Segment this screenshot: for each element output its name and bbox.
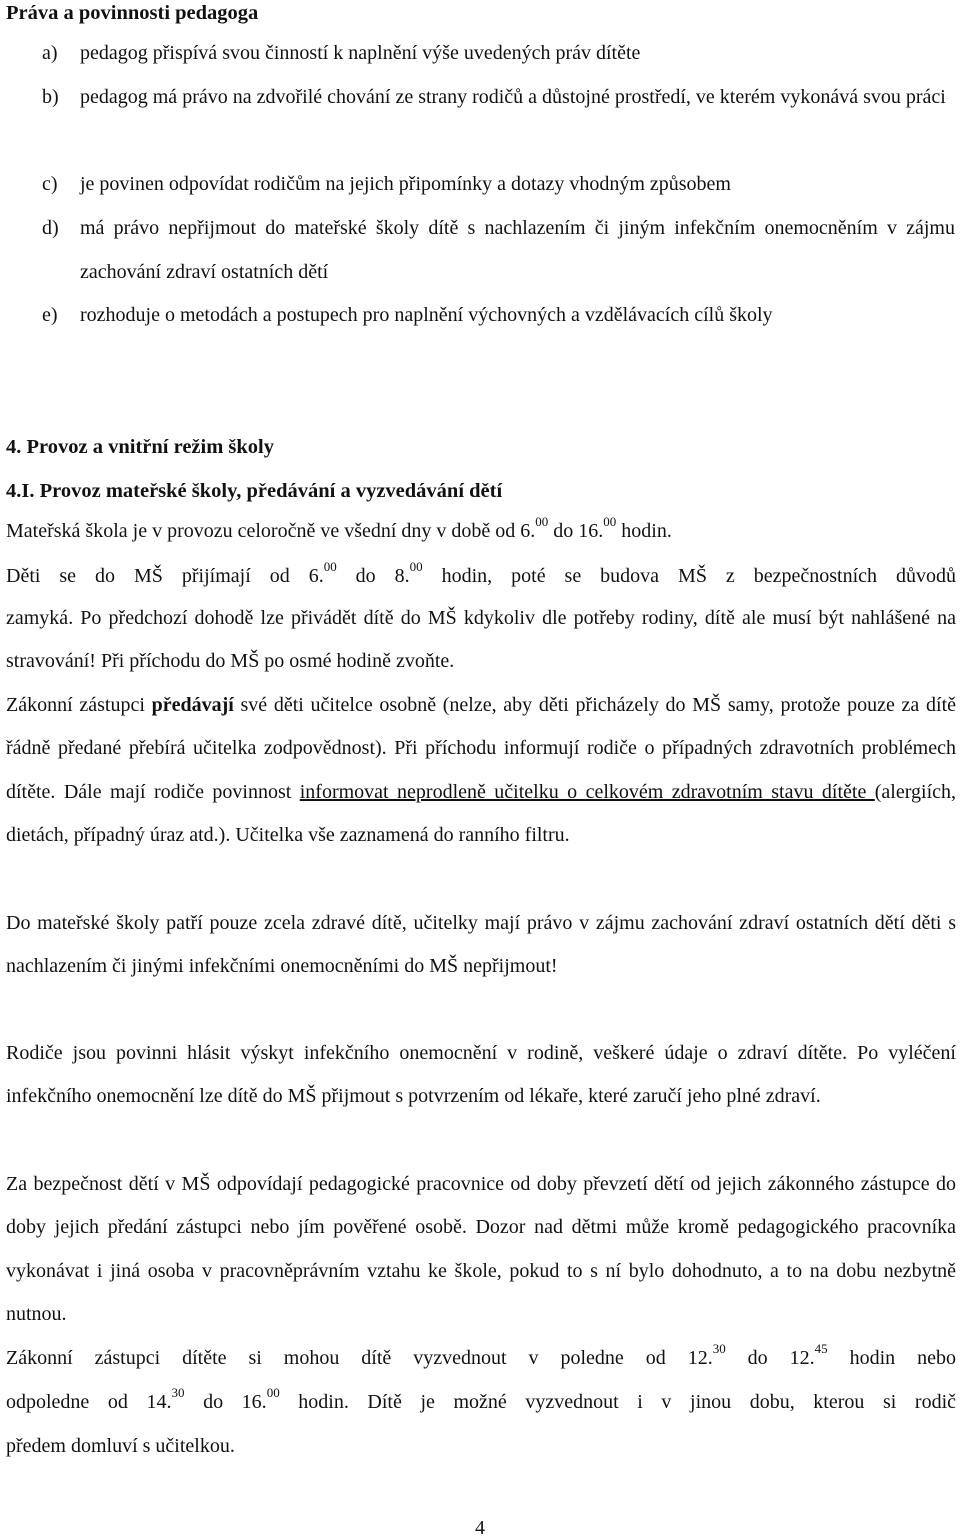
pickup-line-3: předem domluví s učitelkou.: [6, 1435, 235, 1457]
page-number: 4: [475, 1517, 485, 1539]
list-marker: b): [42, 86, 59, 108]
subsection-heading: 4.I. Provoz mateřské školy, předávání a vyzvedávání dětí: [6, 480, 503, 502]
pickup-line-2: odpoledne od 14.30 do 16.00 hodin. Dítě je možné vyzvednout i v jinou dobu, kterou si rodič: [6, 1385, 957, 1413]
pickup-line-1: Zákonní zástupci dítěte si mohou dítě vyzvednout v poledne od 12.30 do 12.45 hodin nebo: [6, 1341, 956, 1369]
list-item-text: pedagog má právo na zdvořilé chování ze strany rodičů a důstojné prostředí, ve kterém vykonává svou práci: [80, 86, 946, 108]
admission-hours-line: Děti se do MŠ přijímají od 6.00 do 8.00 hodin, poté se budova MŠ z bezpečnostních důvodů: [6, 559, 957, 587]
list-item-d: [42, 207, 955, 294]
list-item-a: [42, 32, 955, 76]
list-item-c: [42, 163, 955, 207]
list-item-b: [42, 76, 955, 120]
opening-hours-line: Mateřská škola je v provozu celoročně ve všední dny v době od 6.00 do 16.00 hodin.: [6, 514, 672, 542]
list-item-text: rozhoduje o metodách a postupech pro naplnění výchovných a vzdělávacích cílů školy: [80, 304, 773, 326]
healthy-child-paragraph: Do mateřské školy patří pouze zcela zdravé dítě, učitelky mají právo v zájmu zachování zdraví ostatních dětí děti s nachlazením či jinými infekčními onemocněními do MŠ nepřijmout!: [6, 912, 956, 978]
list-item-text: je povinen odpovídat rodičům na jejich připomínky a dotazy vhodným způsobem: [80, 173, 731, 195]
admission-paragraph: zamyká. Po předchozí dohodě lze přivádět dítě do MŠ kdykoliv dle potřeby rodiny, dítě ale musí být nahlášené na stravování! Při příchodu do MŠ po osmé hodině zvoňte.: [6, 607, 956, 673]
list-marker: c): [42, 173, 58, 195]
handover-paragraph: Zákonní zástupci předávají své děti učitelce osobně (nelze, aby děti přicházely do MŠ samy, protože pouze za dítě řádně předané přebírá učitelka zodpovědnost). Při příchodu informují rodiče o případných zdravotních problémech dítěte. Dále mají rodiče povinnost informovat neprodleně učitelku o celkovém zdravotním stavu dítěte (alergiích, dietách, případný úraz atd.). Učitelka vše zaznamená do ranního filtru.: [6, 694, 957, 847]
safety-paragraph: Za bezpečnost dětí v MŠ odpovídají pedagogické pracovnice od doby převzetí dětí od jejich zákonného zástupce do doby jejich předání zástupci nebo jím pověřené osobě. Dozor nad dětmi může kromě pedagogického pracovníka vykonávat i jiná osoba v pracovněprávním vztahu ke škole, pokud to s ní bylo dohodnuto, a to na dobu nezbytně nutnou.: [6, 1173, 956, 1326]
section-heading-operation: 4. Provoz a vnitřní režim školy: [6, 436, 274, 458]
list-marker: e): [42, 304, 58, 326]
list-item-e: [42, 294, 955, 338]
list-marker: a): [42, 42, 58, 64]
report-illness-paragraph: Rodiče jsou povinni hlásit výskyt infekčního onemocnění v rodině, veškeré údaje o zdraví dítěte. Po vyléčení infekčního onemocnění lze dítě do MŠ přijmout s potvrzením od lékaře, které zaručí jeho plné zdraví.: [6, 1042, 956, 1108]
section-heading-rights: Práva a povinnosti pedagoga: [6, 2, 259, 24]
list-item-text: pedagog přispívá svou činností k naplnění výše uvedených práv dítěte: [80, 42, 641, 64]
list-item-text: má právo nepřijmout do mateřské školy dítě s nachlazením či jiným infekčním onemocněním v zájmu zachování zdraví ostatních dětí: [80, 217, 955, 283]
list-marker: d): [42, 217, 59, 239]
